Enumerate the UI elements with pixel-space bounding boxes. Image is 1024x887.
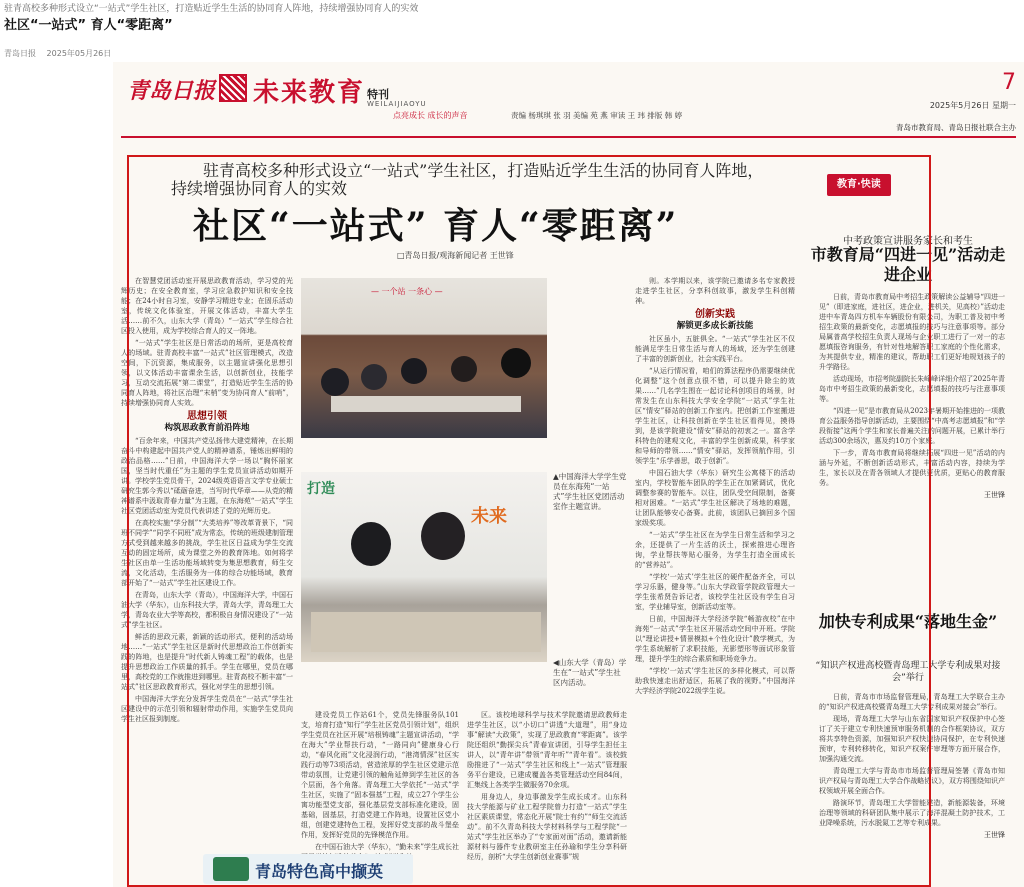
newspaper-page bbox=[113, 62, 1024, 887]
banner-title: 青岛特色高中撷英 bbox=[255, 862, 384, 881]
photo-figure bbox=[321, 368, 349, 396]
paragraph: 日前，中国海洋大学经济学院“畅游夜校”在中海苑“一站式”学生社区开展活动空间中开班。学院以“理论讲授+情景模拟+个性化设计”教学模式，为学生系统解析了求职技能，光影塑形等面试形象管理，提升学生的综合素质和职场竞争力。 bbox=[635, 615, 795, 663]
photo-caption-2: ◀山东大学（青岛）学生在“一站式”学生社区内活动。 bbox=[553, 658, 627, 687]
paragraph: 路演环节，青岛理工大学智能建造，新能源装备，环境治理等领域的科研团队集中展示了海洋混凝土防护技术，工业降噪系统，污水脱氮工艺等专利成果。 bbox=[819, 799, 1005, 827]
paragraph: 社区虽小，五脏俱全。“一站式”学生社区不仅能满足学生日常生活与育人的场域，还为学生创建了丰富的创新创业，社会实践平台。 bbox=[635, 335, 795, 363]
paragraph: 鲜活的思政元素，新颖的活动形式，便利的活动场地……“一站式”学生社区是新时代思想政治工作创新实践的阵地，也是提升“时代新人铸魂工程”的载体，也是提升思想政治工作质量的抓手。学生在哪里，党员在哪里，高校党的工作就推进到哪里。驻青高校不断丰富“一站式”社区思政教育形式，强化对学生的思想引领。 bbox=[121, 633, 293, 691]
paragraph: 用身边人，身边事激发学生成长成才。山东科技大学能源与矿业工程学院曾力打造“一站式”学生社区素质课堂，常态化开展“院士有约”“师生交流活动”。前不久青岛科技大学材料科学与工程学院“一站式”学生社区举办了“专家面对面”活动，邀请新能源材料与器件专业教研室主任孙瑜和学生分享科研经历，剖析“大学生创新创业赛事”规 bbox=[467, 793, 627, 861]
masthead bbox=[113, 62, 1024, 130]
issue-date: 2025年5月26日 星期一 bbox=[929, 101, 1016, 110]
page-title: 社区“一站式” 育人“零距离” bbox=[4, 18, 173, 33]
editor-credits: 责编 杨琪琪 张 羽 美编 苑 燕 审读 王 玮 排版 韩 婷 bbox=[511, 111, 683, 120]
source-label: 青岛日报 bbox=[4, 49, 36, 58]
section-title-en: WEILAIJIAOYU bbox=[367, 100, 427, 108]
paragraph: 在智慧党团活动室开展思政教育活动，学习党的光辉历史；在安全教育室，学习应急救护知识和安全技能；在24小时自习室，安静学习精进专业；在固乐活动室，传统文化体验室，开展文体活动，丰富大学生活……前不久，山东大学（青岛）“一站式”学生综合社区投入使用，成为学校综合育人的又一阵地。 bbox=[121, 277, 293, 335]
section-title: 未来教育 bbox=[253, 78, 366, 108]
subheading-detail: 构筑思政教育前沿阵地 bbox=[164, 423, 250, 433]
article-byline: □青岛日报/观海新闻记者 王世锋 bbox=[397, 251, 514, 260]
photo-sign-text: — 一个站 一条心 — bbox=[371, 287, 443, 296]
photo-sign-text: 未来 bbox=[471, 506, 507, 527]
publish-date: 2025年05月26日 bbox=[46, 49, 112, 58]
article-headline: 社区“一站式” 育人“零距离” bbox=[193, 205, 679, 247]
photo-students bbox=[301, 472, 547, 662]
subheading: 思想引领 bbox=[187, 411, 227, 422]
photo-table bbox=[311, 612, 541, 652]
photo-figure bbox=[421, 512, 465, 560]
breadcrumb: 驻青高校多种形式设立“一站式”学生社区，打造贴近学生生活的协同育人阵地，持续增强协同育人的实效 bbox=[4, 4, 419, 14]
sidebar-story-2 bbox=[819, 692, 1005, 882]
subheading-detail: 解锁更多成长新技能 bbox=[676, 321, 754, 331]
photo-seminar bbox=[301, 278, 547, 438]
photo-table bbox=[331, 396, 521, 412]
newspaper-logo: 青岛日报 bbox=[127, 78, 216, 104]
paragraph: 下一步，青岛市教育局将继续拓展“四进一见”活动的内涵与外延，不断创新活动形式，丰富活动内容，持续为学生，家长以及在青各领域人才提供更优质，更贴心的教育服务。 bbox=[819, 449, 1005, 487]
article-header bbox=[0, 0, 1024, 60]
paragraph: 区。该校地球科学与技术学院邀请思政教师走进学生社区，以“小切口”讲透“大道理”，用“身边事”解读“大政策”，实现了思政教育“零距离”。该学院还组织“勤探尖兵”青春宣讲团，引导学生担任主讲人，以“青年讲”带领“青年听”“青年看”。该校鼓励推进了“一站式”学生社区和线上“一站式”管理服务平台建设，已建成覆盖各类管理活动空间84间，汇集线上各类学生微服务70余项。 bbox=[467, 711, 627, 789]
sidebar-story-1 bbox=[819, 292, 1005, 592]
paragraph: 在高校实施“学分制”“大类培养”等改革背景下，“同班不同学”“同学不同班”成为常态，传统的班级建制管理方式受到越来越多的挑战，学生社区日益成为学生交流互动的固定场所，成为课堂之外的教育阵地。如何将学生社区由单一生活功能场域转变为集思想教育，师生交流，文化活动，生活服务为一体的综合功能场域，教育部开始了“一站式”学生社区建设工作。 bbox=[121, 519, 293, 587]
sponsor-line: 青岛市教育局、青岛日报社联合主办 bbox=[896, 123, 1016, 132]
sidebar-subheadline-2: “知识产权进高校暨青岛理工大学专利成果对接会”举行 bbox=[815, 661, 1001, 683]
special-label: 特刊 bbox=[367, 88, 389, 101]
photo-figure bbox=[351, 522, 391, 566]
paragraph: “一站式”学生社区是日常活动的场所，更是高校育人的场域。驻青高校丰富“一站式”社区管理模式，改造空间，下沉资源，集成服务，以主题宣讲强化思想引领，以文体活动丰富课余生活，以创新创业，技能学习，互动交流拓展“第二课堂”，打造贴近学生生活的协同育人阵地，将社区治理“末梢”变为协同育人“前哨”，持续增强协同育人实效。 bbox=[121, 339, 293, 407]
photo-figure bbox=[361, 364, 387, 390]
paragraph: 在青岛，山东大学（青岛），中国海洋大学，中国石油大学（华东），山东科技大学，青岛大学，青岛理工大学，青岛农业大学等高校，都积极自身情况建设了“一站式”学生社区。 bbox=[121, 591, 293, 629]
school-building-icon bbox=[213, 857, 249, 881]
sidebar-headline-2: 加快专利成果“落地生金” bbox=[818, 612, 998, 631]
paragraph: 建设党员工作站61个，党员先锋服务队101支，培育打造“知行”学生社区党员引领计划”，组织学生党员在社区开展“培根铸魂”主题宣讲活动，“学在海大”学业帮扶行动，“一路同向”健康身心行动，“春风化雨”文化浸润行动，“港湾情深”社区实践行动等73项活动，营造浓厚的学生社区党建示范带动氛围，让党建引领的触角延伸到学生社区的各个层面，各个角落。青岛理工大学依托“一站式”学生社区，实施了“固本强基”工程，成立27个学生公寓功能型党支部，强化基层党支部标准化建设，固基础，固基层，打造党建工作阵地，设置社区党小组，创建党建特色工程，发挥好党支部的战斗堡垒作用，发挥好党员的先锋模范作用。 bbox=[301, 711, 459, 839]
paragraph: “百余年来，中国共产党弘扬伟大建党精神，在长期奋斗中构建起中国共产党人的精神谱系，锤炼出鲜明的政治品格……”日前，中国海洋大学一场以“胸怀丽家国，坚当时代重任”为主题的学生党员宣讲活动如期开讲。学校学生党员骨干，2024级英语语言文学专业硕士研究生郭今秀以“砥砺奋进，当写时代华章——从党的精神谱系中汲取青春力量”为主题，在东海苑“一站式”学生社区党团活动室为党员代表讲述了党的光辉历史。 bbox=[121, 437, 293, 515]
paragraph: 日前，青岛市教育局中考招生政策解读公益辅导“四进一见”（即进家庭，进社区，进企业，进机关，见高校）”活动走进中车青岛四方机车车辆股份有限公司，为职工普及初中考招生政策的最新变化，志愿填报的技巧与注意事项等。部分局属普高学校招生负责人现场与企业职工进行了一对一的志愿填报咨询服务，有针对性地解答职工家庭的个性化需求，为其提供专业，精准的建议，帮助职工们更好地规划孩子的升学路径。 bbox=[819, 293, 1005, 371]
subheading: 创新实践 bbox=[695, 309, 735, 320]
qr-code-icon bbox=[219, 74, 247, 102]
photo-sign-text: 打造 bbox=[307, 481, 335, 497]
article-kicker-line2: 持续增强协同育人的实效 bbox=[171, 179, 348, 198]
paragraph: 活动现场，市招考院副院长朱峰峰详细介绍了2025年青岛市中考招生政策的最新变化，志愿填报的技巧与注意事项等。 bbox=[819, 375, 1005, 403]
paragraph: “从运行情况看，咱们的算法程序仍需要继续优化调整”这个创意点很不错，可以提升除尘的效果……”几名学生围在一起讨论科创项目的场景，时常发生在山东科技大学安全学院“一站式”学生社区“情安”驿站的创新工作室内。把创新工作室搬进学生社区，让科技创新在学生社区看得见，摸得到，是该学院建设“情安”驿站的初衷之一。富含学科特色的建观文化，丰富的学生创新成果，科学家和导师的带领……“情安”驿站，发挥领航作用，引领学生“乐学善思，敢于创新”。 bbox=[635, 367, 795, 465]
sidebar-kicker: 中考政策宣讲服务家长和考生 bbox=[843, 236, 973, 247]
photo-figure bbox=[501, 348, 531, 378]
paragraph: “四进一见”是市教育局从2023年暑期开始推进的一项教育公益服务指导创新活动，主要围绕“中高考志愿填报”和“学段衔接”这两个学生和家长普遍关注的问题开展，已累计举行活动300余场次，惠及约10万个家庭。 bbox=[819, 407, 1005, 445]
article-column-3 bbox=[467, 710, 627, 882]
author-name: 王世锋 bbox=[984, 831, 1005, 839]
paragraph: 青岛理工大学与青岛市市场监督管理局签署《青岛市知识产权局与青岛理工大学合作战略协议》，双方将围绕知识产权领域开展全面合作。 bbox=[819, 767, 1005, 795]
page-number: 7 bbox=[1002, 70, 1016, 95]
paragraph: “一站式”学生社区在为学生日常生活和学习之余，还提供了一片生活的沃土，探索推进心理咨询，学业帮扶等贴心服务，为学生打造全面成长的“营养站”。 bbox=[635, 531, 795, 569]
photo-caption-1: ▲中国海洋大学学生党员在东海苑“一站式”学生社区党团活动室作主题宣讲。 bbox=[553, 472, 627, 511]
paragraph: 则。本学期以来，该学院已邀请多名专家教授走进学生社区，分享科创故事，激发学生科创精神。 bbox=[635, 277, 795, 305]
article-meta bbox=[4, 48, 119, 59]
photo-figure bbox=[401, 358, 427, 384]
article-column-1 bbox=[121, 276, 293, 881]
article-kicker: 驻青高校多种形式设立“一站式”学生社区，打造贴近学生生活的协同育人阵地， bbox=[203, 161, 764, 180]
photo-figure bbox=[451, 356, 477, 382]
paragraph: 在中国石油大学（华东），“勤未来”学生成长社 bbox=[315, 843, 459, 851]
paragraph: 现场，青岛理工大学与山东省国家知识产权保护中心签订了关于建立专利快速预审服务机制的合作框架协议，双方将共享特色资源，加强知识产权快速协同保护，在专利快速预审，专利转移转化，知识产权案件审理等方面开展合作，加强沟通交流。 bbox=[819, 715, 1005, 763]
paragraph: “学校‘一站式’学生社区的硬件配备齐全，可以学习乐器，健身等。”山东大学政管学院政管理大一学生张希贤告诉记者，该校学生社区设有学生自习室，学业辅导室，创新活动室等。 bbox=[635, 573, 795, 611]
paragraph: 中国石油大学（华东）研究生公寓楼下的活动室内，学校智能车团队的学生正在加紧调试，优化调整参赛的智能车。以往，团队受空间限制，备赛相对困难。“一站式”学生社区解决了场地的难题，让团队能够安心备赛。此前，该团队已摘回多个国家级奖项。 bbox=[635, 469, 795, 527]
author-name: 王世锋 bbox=[984, 491, 1005, 499]
paragraph: 中国海洋大学充分发挥学生党员在“一站式”学生社区建设中的示范引领和辐射带动作用，实施学生党员向学生社区报到制度。 bbox=[121, 695, 293, 723]
sidebar-tag: 教育·快读 bbox=[827, 174, 891, 196]
sidebar-headline-1: 市教育局“四进一见”活动走进企业 bbox=[810, 245, 1006, 284]
bottom-section-banner bbox=[203, 854, 423, 884]
masthead-divider bbox=[121, 136, 1016, 138]
slogan: 点亮成长 成长的声音 bbox=[393, 111, 468, 120]
paragraph: “学校‘一站式’学生社区的多样化模式，可以帮助我快速走出舒适区，拓展了我的视野。”中国海洋大学经济学院2022级学生说。 bbox=[635, 667, 795, 695]
article-column-4 bbox=[635, 276, 795, 881]
paragraph: 日前，青岛市市场监督管理局，青岛理工大学联合主办的“知识产权进高校暨青岛理工大学专利成果对接会”举行。 bbox=[819, 693, 1005, 711]
